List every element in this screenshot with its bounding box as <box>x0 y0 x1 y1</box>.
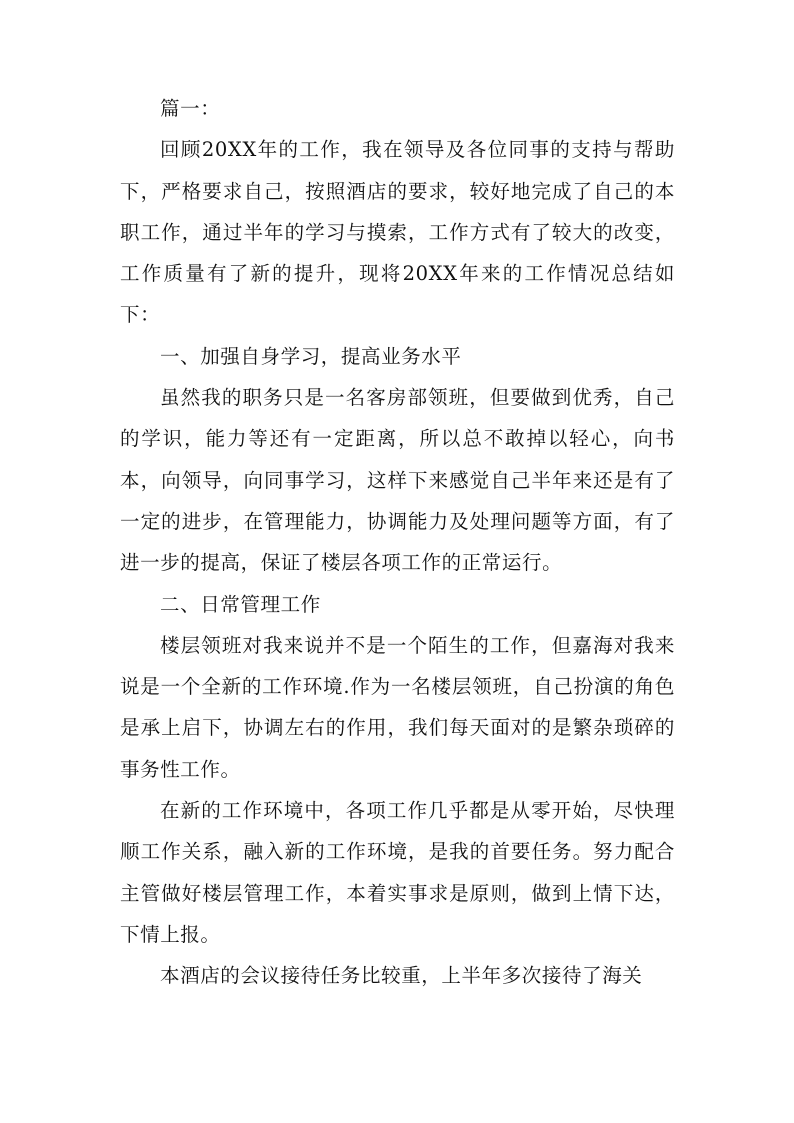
paragraph-conference-reception: 本酒店的会议接待任务比较重，上半年多次接待了海关 <box>160 964 643 988</box>
paragraph-new-environment: 在新的工作环境中，各项工作几乎都是从零开始，尽快理顺工作关系，融入新的工作环境，是我的首要任务。努力配合主管做好楼层管理工作，本着实事求是原则，做到上情下达，下情上报。 <box>120 799 675 946</box>
heading-self-study: 一、加强自身学习，提高业务水平 <box>160 344 462 368</box>
paragraph-summary-intro: 回顾20XX年的工作，我在领导及各位同事的支持与帮助下，严格要求自己，按照酒店的要求，较好地完成了自己的本职工作，通过半年的学习与摸索，工作方式有了较大的改变，工作质量有了新的提升，现将20XX年来的工作情况总结如下： <box>120 138 675 327</box>
document-body <box>120 88 675 997</box>
heading-daily-management: 二、日常管理工作 <box>160 592 321 616</box>
paragraph-floor-supervisor: 楼层领班对我来说并不是一个陌生的工作，但嘉海对我来说是一个全新的工作环境.作为一名楼层领班，自己扮演的角色是承上启下，协调左右的作用，我们每天面对的是繁杂琐碎的事务性工作。 <box>120 633 675 781</box>
paragraph-self-study: 虽然我的职务只是一名客房部领班，但要做到优秀，自己的学识，能力等还有一定距离，所以总不敢掉以轻心，向书本，向领导，向同事学习，这样下来感觉自己半年来还是有了一定的进步，在管理能力，协调能力及处理问题等方面，有了进一步的提高，保证了楼层各项工作的正常运行。 <box>120 386 675 575</box>
section-label: 篇一： <box>160 97 221 120</box>
